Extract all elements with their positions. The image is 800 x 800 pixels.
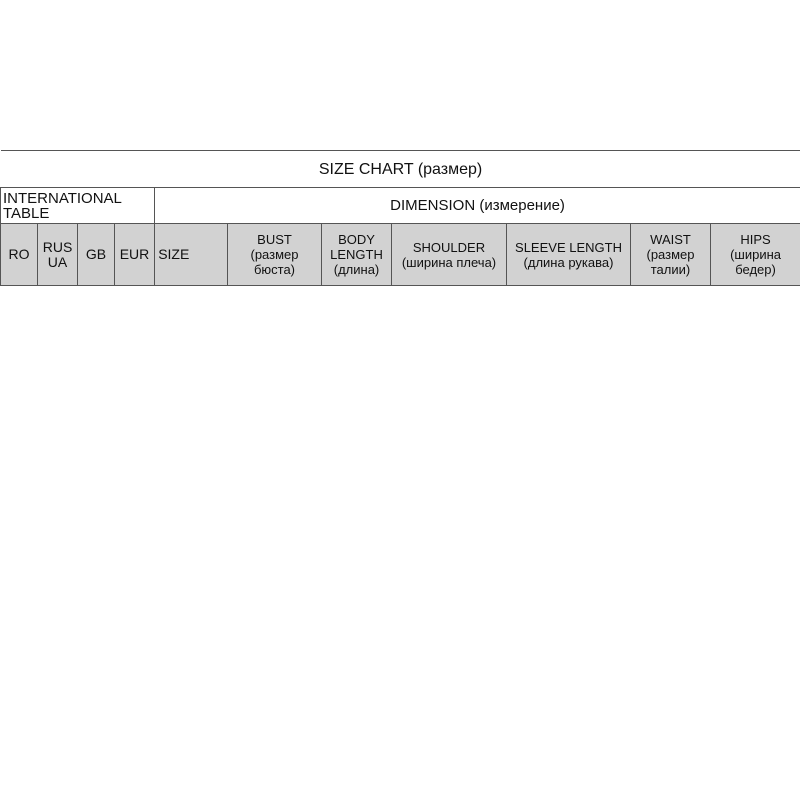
- header-hips: HIPS (ширина бедер): [711, 224, 800, 286]
- chart-title: SIZE CHART (размер): [1, 151, 800, 188]
- header-unit-blank: [193, 224, 228, 286]
- header-sleeve-length: SLEEVE LENGTH (длина рукава): [507, 224, 631, 286]
- header-ro: RO: [1, 224, 38, 286]
- header-rus-ua: RUS UA: [38, 224, 78, 286]
- header-shoulder: SHOULDER (ширина плеча): [392, 224, 507, 286]
- header-body-length: BODY LENGTH (длина): [322, 224, 392, 286]
- international-table-label: INTERNATIONAL TABLE: [1, 188, 155, 224]
- header-size: SIZE: [155, 224, 193, 286]
- header-waist: WAIST (размер талии): [631, 224, 711, 286]
- size-chart-table: [0, 150, 800, 286]
- header-gb: GB: [78, 224, 115, 286]
- header-bust: BUST (размер бюста): [228, 224, 322, 286]
- header-eur: EUR: [115, 224, 155, 286]
- dimension-label: DIMENSION (измерение): [155, 188, 800, 224]
- size-chart: [0, 150, 800, 286]
- column-header-row: [1, 224, 800, 286]
